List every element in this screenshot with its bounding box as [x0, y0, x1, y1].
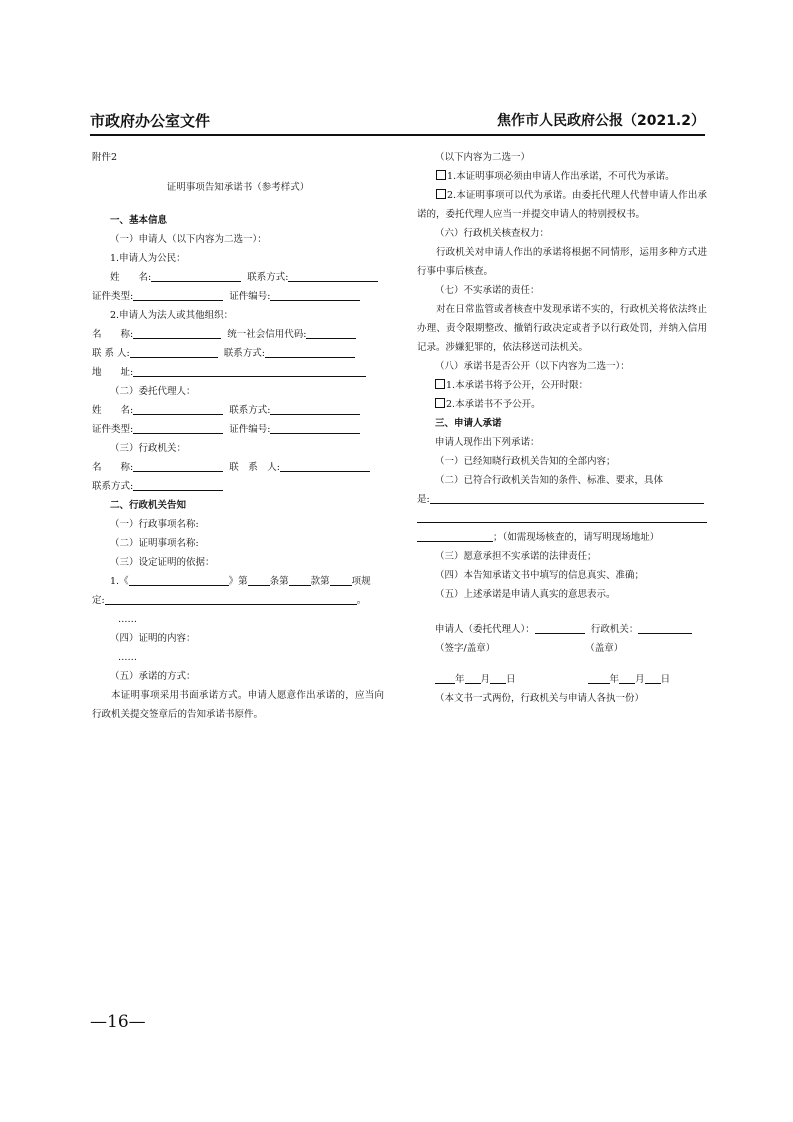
auth-contact-person-field[interactable] — [280, 459, 370, 472]
agent-name-row — [92, 401, 384, 420]
basis-heading: （三）设定证明的依据： — [110, 557, 215, 568]
right-column — [417, 148, 707, 708]
public-option-1 — [417, 376, 707, 395]
text: 月 — [480, 674, 491, 685]
label: 名 称: — [92, 329, 134, 340]
label: 行政机关： — [590, 624, 639, 635]
agent-id-type-field[interactable] — [133, 421, 223, 434]
left-column — [92, 148, 384, 724]
promise-5: （五）上述承诺是申请人真实的意思表示。 — [435, 589, 616, 600]
authority-contact-row — [92, 477, 384, 496]
spacer — [417, 658, 707, 670]
checkbox-option-1[interactable] — [436, 170, 446, 180]
verify-heading: （六）行政机关核查权力： — [435, 228, 550, 239]
applicant-day-field[interactable] — [490, 671, 506, 684]
citizen-heading: 1.申请人为公民： — [110, 253, 186, 264]
applicant-sign-field[interactable] — [535, 621, 585, 634]
text: 月 — [635, 674, 645, 685]
text: 1.本承诺书将予公开，公开时限： — [446, 380, 589, 391]
contact-field[interactable] — [288, 269, 378, 282]
matter-name: （一）行政事项名称: — [110, 519, 199, 530]
label: 联系方式: — [223, 348, 265, 359]
label: 姓 名: — [92, 405, 134, 416]
legal-heading: 2.申请人为法人或其他组织： — [110, 310, 234, 321]
text: 项规 — [351, 576, 371, 587]
label: 姓 名: — [110, 272, 152, 283]
promise-intro: 申请人现作出下列承诺： — [435, 437, 540, 448]
text: 款第 — [310, 576, 330, 587]
auth-name-field[interactable] — [133, 459, 223, 472]
spacer — [417, 604, 707, 620]
false-text: 对在日常监管或者核查中发现承诺不实的，行政机关将依法终止办理、责令限期整改、撤销行政决定或者予以行政处罚，并纳入信用记录。涉嫌犯罪的，依法移送司法机关。 — [417, 304, 707, 353]
authority-year-field[interactable] — [588, 671, 610, 684]
option-1 — [417, 167, 707, 186]
org-name-field[interactable] — [133, 326, 221, 339]
verify-text: 行政机关对申请人作出的承诺将根据不同情形，运用多种方式进行事中事后核查。 — [417, 247, 707, 277]
basis-row-2 — [92, 591, 384, 610]
label: 证件编号: — [229, 291, 271, 302]
text: （签字/盖章） — [435, 643, 496, 654]
option-2 — [417, 186, 707, 224]
text: ；（如需现场核查的，请写明现场地址） — [493, 532, 660, 543]
page-number: —16— — [90, 1012, 146, 1032]
text: 是: — [417, 494, 430, 505]
agent-name-field[interactable] — [133, 402, 223, 415]
text: 1.《 — [110, 576, 129, 587]
citizen-name-row — [92, 268, 384, 287]
credit-code-field[interactable] — [306, 326, 356, 339]
promise-2-line — [417, 490, 707, 509]
agent-id-no-field[interactable] — [270, 421, 360, 434]
clause-field[interactable] — [289, 573, 311, 586]
label: 名 称: — [92, 462, 134, 473]
org-name-row — [92, 325, 384, 344]
promise-4: （四）本告知承诺文书中填写的信息真实、准确； — [435, 570, 645, 581]
item-field[interactable] — [330, 573, 352, 586]
law-name-field[interactable] — [129, 573, 229, 586]
promise-2-line-2 — [417, 509, 707, 528]
label: 联系方式: — [247, 272, 289, 283]
header-left-title: 市政府办公室文件 — [90, 112, 211, 130]
authority-name-row — [92, 458, 384, 477]
label: 地 址: — [92, 367, 134, 378]
spacer — [92, 197, 384, 211]
ellipsis-2: …… — [118, 652, 137, 663]
agent-heading: （二）委托代理人： — [110, 386, 196, 397]
contact-person-row — [92, 344, 384, 363]
contact2-field[interactable] — [265, 345, 355, 358]
method-heading: （五）承诺的方式： — [110, 671, 196, 682]
annex-label: 附件2 — [92, 152, 118, 163]
checkbox-public-1[interactable] — [435, 379, 445, 389]
agent-contact-field[interactable] — [270, 402, 360, 415]
promise-1: （一）已经知晓行政机关告知的全部内容； — [435, 456, 616, 467]
signature-row — [417, 620, 707, 639]
authority-seal-field[interactable] — [638, 621, 692, 634]
false-heading: （七）不实承诺的责任： — [435, 285, 540, 296]
section-authority-notice: 二、行政机关告知 — [110, 500, 187, 511]
page-header — [90, 110, 705, 132]
text: （盖章） — [585, 643, 624, 654]
promise-2: （二）已符合行政机关告知的条件、标准、要求，具体 — [435, 475, 664, 486]
authority-day-field[interactable] — [645, 671, 661, 684]
promise-2-line-3 — [417, 528, 707, 547]
citizen-id-row — [92, 287, 384, 306]
checkbox-public-2[interactable] — [435, 398, 445, 408]
authority-month-field[interactable] — [619, 671, 635, 684]
contact-person-field[interactable] — [130, 345, 218, 358]
name-field[interactable] — [151, 269, 241, 282]
label: 证件类型: — [92, 291, 134, 302]
text: 条第 — [269, 576, 289, 587]
section-applicant-promise: 三、申请人承诺 — [435, 418, 502, 429]
ellipsis: …… — [118, 614, 137, 625]
proof-name: （二）证明事项名称: — [110, 538, 199, 549]
authority-heading: （三）行政机关： — [110, 443, 187, 454]
header-rule — [90, 134, 705, 136]
applicant-year-field[interactable] — [435, 671, 455, 684]
checkbox-option-2[interactable] — [436, 189, 446, 199]
label: 联系方式: — [92, 481, 134, 492]
address-field[interactable] — [133, 364, 366, 377]
text: 日 — [506, 674, 516, 685]
signature-notes — [417, 639, 707, 658]
public-heading: （八）承诺书是否公开（以下内容为二选一）： — [435, 361, 630, 372]
date-row — [417, 670, 707, 689]
section-basic-info: 一、基本信息 — [110, 215, 168, 226]
choose-note: （以下内容为二选一） — [435, 152, 531, 163]
article-field[interactable] — [248, 573, 270, 586]
content-heading: （四）证明的内容： — [110, 633, 196, 644]
label: 联 系 人: — [92, 348, 130, 359]
text: 1.本证明事项必须由申请人作出承诺，不可代为承诺。 — [447, 171, 675, 182]
applicant-heading: （一）申请人（以下内容为二选一）： — [110, 234, 267, 245]
label: 统一社会信用代码: — [227, 329, 307, 340]
promise-3: （三）愿意承担不实承诺的法律责任； — [435, 551, 597, 562]
basis-detail-field[interactable] — [105, 592, 357, 605]
auth-contact-field[interactable] — [133, 478, 223, 491]
label: 证件编号: — [229, 424, 271, 435]
applicant-month-field[interactable] — [465, 671, 481, 684]
text: 日 — [660, 674, 671, 685]
text: 年 — [609, 674, 620, 685]
text: 》第 — [228, 576, 248, 587]
label: 申请人（委托代理人）： — [435, 624, 535, 635]
text: 2.本证明事项可以代为承诺。由委托代理人代替申请人作出承诺的，委托代理人应当一并提交申请人的特别授权书。 — [417, 190, 707, 220]
header-right-title: 焦作市人民政府公报（2021.2） — [496, 113, 705, 129]
text: 年 — [455, 674, 465, 685]
method-text: 本证明事项采用书面承诺方式。申请人愿意作出承诺的，应当向行政机关提交签章后的告知承诺书原件。 — [92, 690, 384, 720]
public-option-2 — [417, 395, 707, 414]
label: 证件类型: — [92, 424, 134, 435]
text: 定: — [92, 595, 105, 606]
document-title: 证明事项告知承诺书（参考样式） — [166, 182, 310, 193]
basis-row — [92, 572, 384, 591]
id-type-field[interactable] — [133, 288, 223, 301]
site-address-field[interactable] — [417, 529, 493, 542]
agent-id-row — [92, 420, 384, 439]
address-row — [92, 363, 384, 382]
condition-field[interactable] — [430, 491, 704, 504]
copies-note: （本文书一式两份，行政机关与申请人各执一份） — [435, 693, 645, 704]
id-no-field[interactable] — [270, 288, 360, 301]
label: 联 系 人: — [229, 462, 280, 473]
condition-field-2[interactable] — [417, 510, 707, 523]
text: 。 — [356, 595, 367, 606]
label: 联系方式: — [229, 405, 271, 416]
text: 2.本承诺书不予公开。 — [446, 399, 541, 410]
